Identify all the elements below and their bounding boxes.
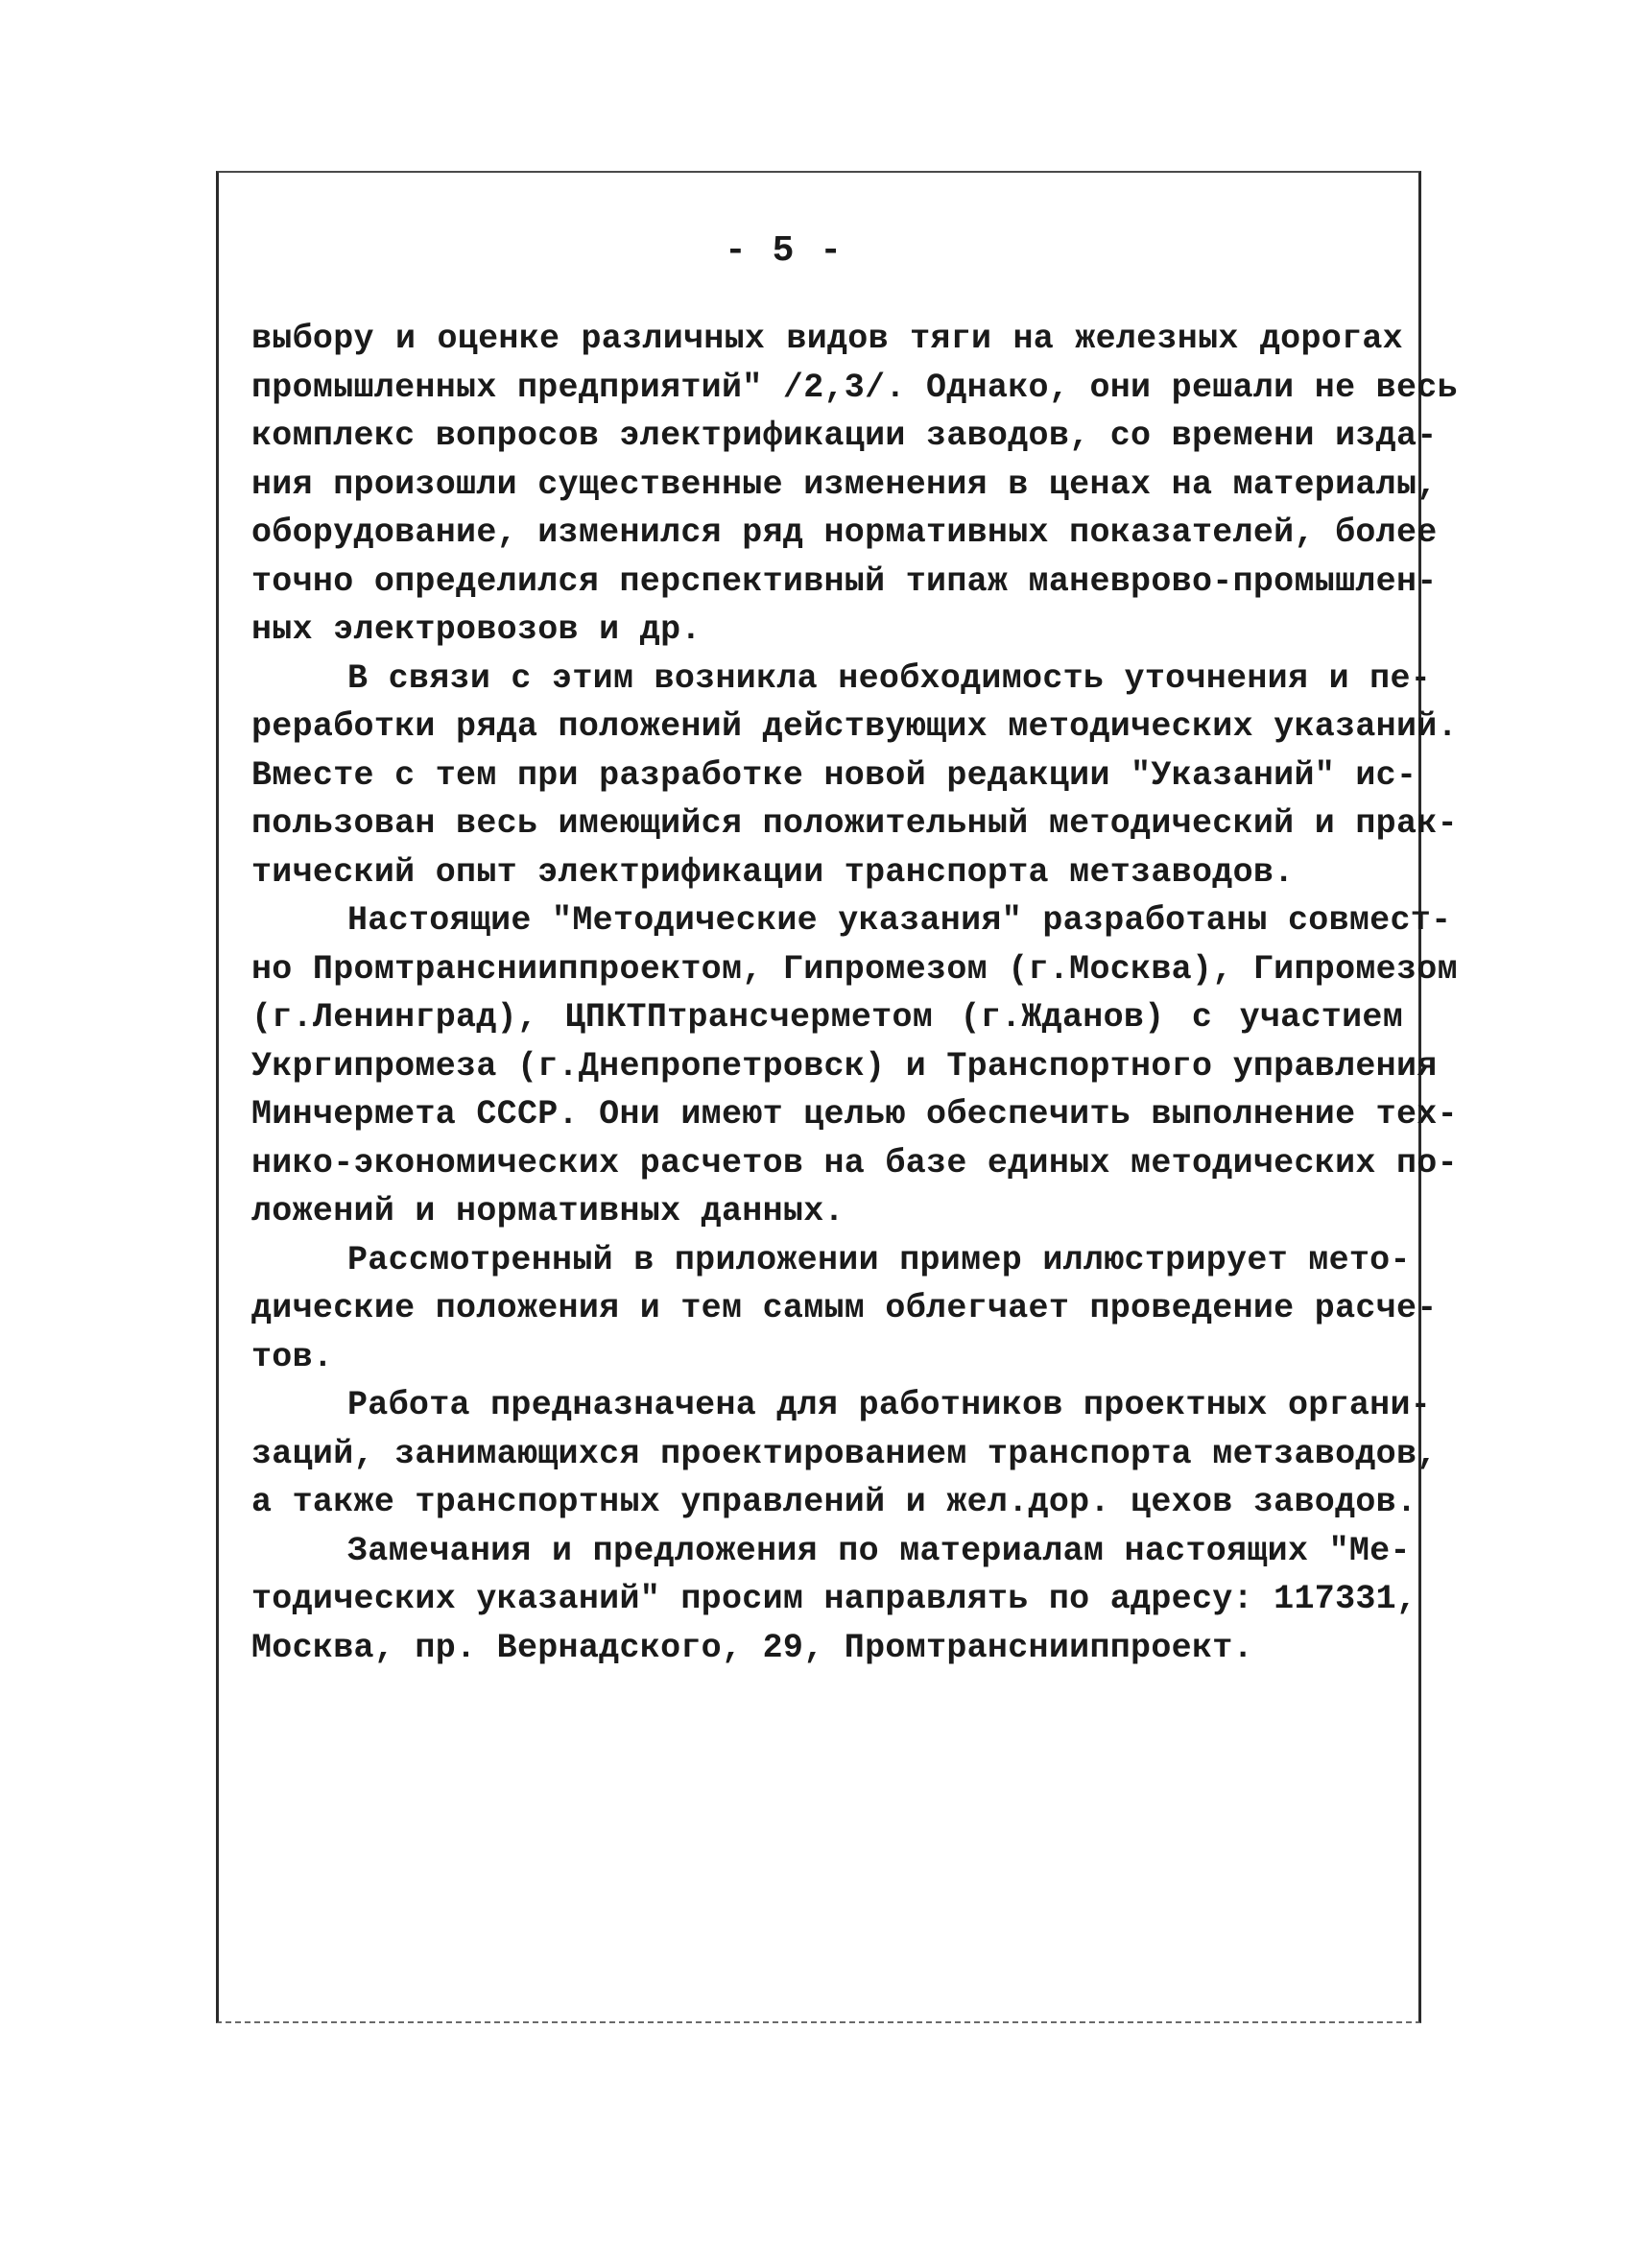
text-line: но Промтранснииппроектом, Гипромезом (г.Москва), Гипромезом — [251, 949, 1458, 989]
text-line: комплекс вопросов электрификации заводов, со времени изда- — [251, 417, 1438, 455]
text-line: реработки ряда положений действующих методических указаний. — [251, 707, 1458, 746]
text-line: Москва, пр. Вернадского, 29, Промтранснииппроект. — [251, 1628, 1253, 1667]
text-line: ния произошли существенные изменения в ценах на материалы, — [251, 465, 1438, 504]
paragraph-first-line: Настоящие "Методические указания" разработаны совмест- — [347, 901, 1452, 940]
paragraph-first-line: Рассмотренный в приложении пример иллюстрирует мето- — [347, 1240, 1411, 1279]
text-line: Вместе с тем при разработке новой редакции "Указаний" ис- — [251, 755, 1417, 795]
page-number: - 5 - — [724, 230, 845, 272]
document-body — [251, 315, 1458, 1672]
text-line: выбору и оценке различных видов тяги на железных дорогах — [251, 320, 1403, 358]
text-line: тодических указаний" просим направлять по адресу: 117331, — [251, 1580, 1417, 1618]
text-line: а также транспортных управлений и жел.дор. цехов заводов. — [251, 1483, 1417, 1521]
text-line: пользован весь имеющийся положительный методический и прак- — [251, 804, 1458, 843]
text-line: ных электровозов и др. — [251, 610, 702, 649]
text-line: точно определился перспективный типаж маневрово-промышлен- — [251, 561, 1438, 601]
paragraph-first-line: В связи с этим возникла необходимость уточнения и пе- — [347, 658, 1432, 698]
text-line: тический опыт электрификации транспорта метзаводов. — [251, 852, 1295, 892]
paragraph-first-line: Работа предназначена для работников проектных органи- — [347, 1386, 1432, 1424]
text-line: ложений и нормативных данных. — [251, 1192, 845, 1230]
text-line: тов. — [251, 1337, 334, 1376]
text-line: промышленных предприятий" /2,3/. Однако, они решали не весь — [251, 368, 1458, 407]
text-line: нико-экономических расчетов на базе единых методических по- — [251, 1143, 1458, 1182]
text-line: (г.Ленинград), ЦПКТПтрансчерметом (г.Жданов) с участием — [251, 998, 1403, 1037]
text-line: Минчермета СССР. Они имеют целью обеспечить выполнение тех- — [251, 1095, 1458, 1134]
paragraph-first-line: Замечания и предложения по материалам настоящих "Ме- — [347, 1531, 1411, 1570]
text-line: дические положения и тем самым облегчает проведение расче- — [251, 1289, 1438, 1327]
text-line: оборудование, изменился ряд нормативных показателей, более — [251, 513, 1438, 552]
text-line: Укргипромеза (г.Днепропетровск) и Транспортного управления — [251, 1046, 1438, 1086]
text-line: заций, занимающихся проектированием транспорта метзаводов, — [251, 1434, 1438, 1473]
